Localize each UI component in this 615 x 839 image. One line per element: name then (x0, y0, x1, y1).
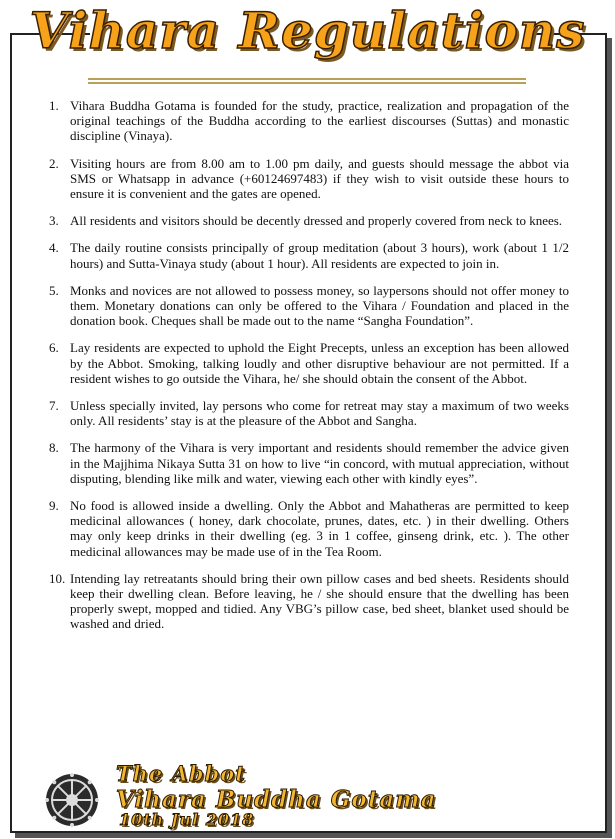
regulation-item (49, 571, 569, 632)
regulation-number: 9. (49, 498, 59, 514)
regulation-number: 6. (49, 340, 59, 356)
regulation-item (49, 498, 569, 559)
regulation-number: 5. (49, 282, 59, 298)
signature-abbot: The Abbot (116, 761, 246, 786)
regulation-number: 1. (49, 98, 59, 113)
regulation-number: 2. (49, 155, 59, 171)
regulation-number: 7. (49, 398, 59, 414)
regulation-item (49, 440, 569, 486)
regulation-number: 8. (49, 440, 59, 456)
regulation-item (49, 240, 569, 270)
border-shadow-bottom (15, 833, 612, 838)
regulation-item (49, 398, 569, 428)
regulation-text: Monks and novices are not allowed to possess money, so laypersons should not offer money to them. Monetary donations can only be offered to the Vihara / Foundation and placed in the donation book. Cheques shall be made out to the name “Sangha Foundation”. (70, 282, 569, 329)
regulation-number: 10. (49, 570, 66, 586)
regulation-text: Vihara Buddha Gotama is founded for the study, practice, realization and propagation of the original teachings of the Buddha according to the earliest discourses (Suttas) and monastic discipline (Vinaya). (70, 98, 569, 144)
regulation-text: Unless specially invited, lay persons who come for retreat may stay a maximum of two weeks only. All residents’ stay is at the pleasure of the Abbot and Sangha. (70, 398, 569, 429)
regulation-text: Intending lay retreatants should bring their own pillow cases and bed sheets. Residents should keep their dwelling clean. Before leaving, he / she should ensure that the dwelling has been properly swept, mopped and tidied. Any VBG’s pillow case, bed sheet, blanket used should be washed and dried. (70, 570, 569, 632)
page-title: Vihara Regulations (29, 1, 586, 60)
regulation-item (49, 340, 569, 386)
regulation-text: All residents and visitors should be decently dressed and properly covered from neck to knees. (70, 213, 563, 229)
signature-date: 10th Jul 2018 (119, 810, 255, 829)
border-shadow-right (607, 38, 612, 838)
dharma-wheel-icon (44, 772, 100, 828)
regulation-text: The daily routine consists principally of group meditation (about 3 hours), work (about 1 1/2 hours) and Sutta-Vinaya study (about 1 hour). All residents are expected to join in. (70, 240, 569, 271)
regulation-text: Lay residents are expected to uphold the Eight Precepts, unless an exception has been allowed by the Abbot. Smoking, talking loudly and other disruptive behaviour are not permitted. If a resident wishes to go outside the Vihara, he/ she should obtain the consent of the Abbot. (70, 340, 569, 386)
regulation-number: 3. (49, 213, 59, 229)
signature-vihara-name: Vihara Buddha Gotama (116, 786, 437, 813)
regulation-item (49, 213, 569, 228)
regulation-text: No food is allowed inside a dwelling. Only the Abbot and Mahatheras are permitted to keep medicinal allowances ( honey, dark chocolate, prunes, dates, etc. ) in their dwelling. Others may only keep drinks in their dwelling (eg. 3 in 1 coffee, ginseng drink, etc. ). The other medicinal allowances may be made use of in the Tea Room. (70, 498, 569, 559)
regulation-item (49, 283, 569, 329)
regulation-number: 4. (49, 240, 59, 256)
regulation-item (49, 98, 569, 144)
title-rule-top (88, 78, 526, 80)
regulation-text: The harmony of the Vihara is very important and residents should remember the advice given in the Majjhima Nikaya Sutta 31 on how to live “in concord, with mutual appreciation, without disputing, blending like milk and water, viewing each other with kindly eyes”. (70, 440, 569, 486)
title-rule-bottom (88, 82, 526, 84)
regulations-list (49, 98, 569, 644)
regulation-item (49, 156, 569, 202)
regulation-text: Visiting hours are from 8.00 am to 1.00 pm daily, and guests should message the abbot via SMS or Whatsapp in advance (+60124697483) if they wish to visit outside these hours to ensure it is convenient and the gates are opened. (70, 155, 569, 202)
